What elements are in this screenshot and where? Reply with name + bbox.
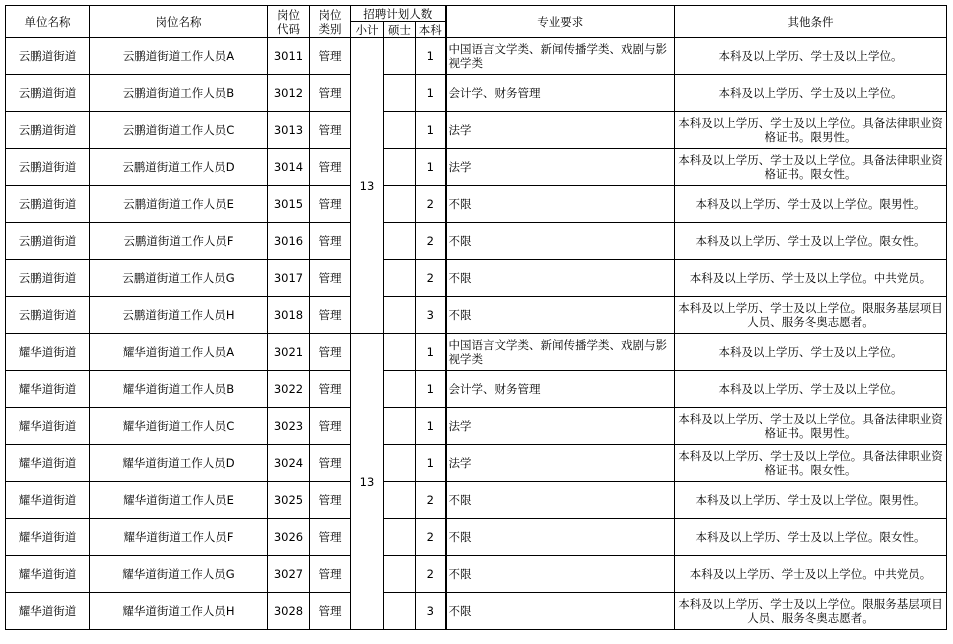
cell-major: 不限 xyxy=(446,297,675,334)
cell-master xyxy=(384,223,416,260)
cell-code: 3016 xyxy=(268,223,310,260)
cell-master xyxy=(384,408,416,445)
cell-other: 本科及以上学历、学士及以上学位。限女性。 xyxy=(675,223,947,260)
cell-post: 云鹏道街道工作人员D xyxy=(90,149,268,186)
cell-major: 法学 xyxy=(446,445,675,482)
cell-code: 3022 xyxy=(268,371,310,408)
cell-unit: 云鹏道街道 xyxy=(6,223,90,260)
cell-master xyxy=(384,482,416,519)
cell-post: 云鹏道街道工作人员B xyxy=(90,75,268,112)
cell-code: 3018 xyxy=(268,297,310,334)
cell-post: 耀华道街道工作人员B xyxy=(90,371,268,408)
cell-type: 管理 xyxy=(310,260,351,297)
cell-type: 管理 xyxy=(310,223,351,260)
cell-master xyxy=(384,112,416,149)
cell-unit: 云鹏道街道 xyxy=(6,38,90,75)
cell-major: 会计学、财务管理 xyxy=(446,371,675,408)
table-row xyxy=(6,223,947,260)
cell-master xyxy=(384,334,416,371)
header-code-text: 岗位代码 xyxy=(277,7,300,36)
cell-major: 法学 xyxy=(446,149,675,186)
cell-major: 不限 xyxy=(446,519,675,556)
cell-other: 本科及以上学历、学士及以上学位。限男性。 xyxy=(675,482,947,519)
cell-major: 不限 xyxy=(446,260,675,297)
cell-code: 3023 xyxy=(268,408,310,445)
cell-master xyxy=(384,371,416,408)
table-row xyxy=(6,75,947,112)
cell-major: 中国语言文学类、新闻传播学类、戏剧与影视学类 xyxy=(446,38,675,75)
cell-other: 本科及以上学历、学士及以上学位。具备法律职业资格证书。限男性。 xyxy=(675,112,947,149)
cell-post: 耀华道街道工作人员G xyxy=(90,556,268,593)
cell-master xyxy=(384,519,416,556)
cell-code: 3026 xyxy=(268,519,310,556)
cell-subtotal: 13 xyxy=(351,334,384,630)
header-plan: 招聘计划人数 xyxy=(351,6,446,22)
cell-post: 云鹏道街道工作人员H xyxy=(90,297,268,334)
cell-type: 管理 xyxy=(310,445,351,482)
cell-code: 3025 xyxy=(268,482,310,519)
cell-post: 耀华道街道工作人员A xyxy=(90,334,268,371)
cell-master xyxy=(384,75,416,112)
cell-other: 本科及以上学历、学士及以上学位。限女性。 xyxy=(675,519,947,556)
cell-bachelor: 2 xyxy=(416,186,446,223)
header-bachelor: 本科 xyxy=(416,22,446,38)
header-type xyxy=(310,6,351,38)
cell-type: 管理 xyxy=(310,593,351,630)
cell-unit: 云鹏道街道 xyxy=(6,186,90,223)
cell-type: 管理 xyxy=(310,149,351,186)
cell-unit: 耀华道街道 xyxy=(6,334,90,371)
cell-bachelor: 1 xyxy=(416,445,446,482)
cell-type: 管理 xyxy=(310,75,351,112)
table-row xyxy=(6,297,947,334)
cell-type: 管理 xyxy=(310,408,351,445)
table-row xyxy=(6,593,947,630)
cell-type: 管理 xyxy=(310,371,351,408)
header-unit: 单位名称 xyxy=(6,6,90,38)
cell-bachelor: 1 xyxy=(416,38,446,75)
cell-unit: 耀华道街道 xyxy=(6,371,90,408)
cell-unit: 云鹏道街道 xyxy=(6,149,90,186)
cell-major: 不限 xyxy=(446,556,675,593)
cell-bachelor: 1 xyxy=(416,112,446,149)
cell-code: 3021 xyxy=(268,334,310,371)
cell-bachelor: 2 xyxy=(416,223,446,260)
cell-type: 管理 xyxy=(310,556,351,593)
cell-post: 耀华道街道工作人员H xyxy=(90,593,268,630)
cell-master xyxy=(384,445,416,482)
header-subtotal: 小计 xyxy=(351,22,384,38)
cell-post: 云鹏道街道工作人员G xyxy=(90,260,268,297)
header-master: 硕士 xyxy=(384,22,416,38)
header-other: 其他条件 xyxy=(675,6,947,38)
cell-other: 本科及以上学历、学士及以上学位。具备法律职业资格证书。限女性。 xyxy=(675,149,947,186)
cell-type: 管理 xyxy=(310,519,351,556)
cell-other: 本科及以上学历、学士及以上学位。 xyxy=(675,371,947,408)
table-row xyxy=(6,149,947,186)
cell-bachelor: 1 xyxy=(416,149,446,186)
cell-master xyxy=(384,38,416,75)
cell-type: 管理 xyxy=(310,297,351,334)
header-major: 专业要求 xyxy=(446,6,675,38)
header-code xyxy=(268,6,310,38)
cell-unit: 云鹏道街道 xyxy=(6,297,90,334)
table-row xyxy=(6,260,947,297)
cell-bachelor: 1 xyxy=(416,334,446,371)
cell-code: 3027 xyxy=(268,556,310,593)
table-body xyxy=(6,38,947,630)
cell-major: 中国语言文学类、新闻传播学类、戏剧与影视学类 xyxy=(446,334,675,371)
table-row xyxy=(6,371,947,408)
cell-master xyxy=(384,297,416,334)
cell-major: 不限 xyxy=(446,482,675,519)
table-header xyxy=(6,6,947,38)
cell-unit: 耀华道街道 xyxy=(6,482,90,519)
cell-post: 耀华道街道工作人员F xyxy=(90,519,268,556)
table-row xyxy=(6,112,947,149)
table-row xyxy=(6,186,947,223)
cell-master xyxy=(384,149,416,186)
cell-master xyxy=(384,186,416,223)
cell-other: 本科及以上学历、学士及以上学位。中共党员。 xyxy=(675,556,947,593)
cell-code: 3013 xyxy=(268,112,310,149)
cell-bachelor: 1 xyxy=(416,75,446,112)
cell-unit: 云鹏道街道 xyxy=(6,260,90,297)
cell-code: 3014 xyxy=(268,149,310,186)
cell-other: 本科及以上学历、学士及以上学位。 xyxy=(675,38,947,75)
cell-other: 本科及以上学历、学士及以上学位。限男性。 xyxy=(675,186,947,223)
cell-type: 管理 xyxy=(310,334,351,371)
cell-bachelor: 1 xyxy=(416,371,446,408)
cell-type: 管理 xyxy=(310,186,351,223)
cell-other: 本科及以上学历、学士及以上学位。 xyxy=(675,75,947,112)
cell-code: 3028 xyxy=(268,593,310,630)
cell-unit: 耀华道街道 xyxy=(6,556,90,593)
cell-other: 本科及以上学历、学士及以上学位。具备法律职业资格证书。限女性。 xyxy=(675,445,947,482)
cell-unit: 耀华道街道 xyxy=(6,593,90,630)
table-row xyxy=(6,445,947,482)
cell-subtotal: 13 xyxy=(351,38,384,334)
cell-post: 云鹏道街道工作人员A xyxy=(90,38,268,75)
cell-bachelor: 1 xyxy=(416,408,446,445)
table-row xyxy=(6,482,947,519)
cell-unit: 云鹏道街道 xyxy=(6,75,90,112)
cell-post: 云鹏道街道工作人员C xyxy=(90,112,268,149)
cell-code: 3011 xyxy=(268,38,310,75)
cell-other: 本科及以上学历、学士及以上学位。具备法律职业资格证书。限男性。 xyxy=(675,408,947,445)
cell-major: 法学 xyxy=(446,408,675,445)
table-row xyxy=(6,334,947,371)
cell-major: 会计学、财务管理 xyxy=(446,75,675,112)
cell-master xyxy=(384,593,416,630)
table-row xyxy=(6,556,947,593)
cell-other: 本科及以上学历、学士及以上学位。中共党员。 xyxy=(675,260,947,297)
header-type-text: 岗位类别 xyxy=(318,7,342,36)
cell-type: 管理 xyxy=(310,482,351,519)
cell-unit: 耀华道街道 xyxy=(6,445,90,482)
table-row xyxy=(6,38,947,75)
cell-major: 不限 xyxy=(446,593,675,630)
cell-bachelor: 2 xyxy=(416,556,446,593)
table-row xyxy=(6,519,947,556)
cell-unit: 耀华道街道 xyxy=(6,408,90,445)
cell-master xyxy=(384,260,416,297)
cell-master xyxy=(384,556,416,593)
cell-code: 3012 xyxy=(268,75,310,112)
cell-bachelor: 2 xyxy=(416,519,446,556)
header-post: 岗位名称 xyxy=(90,6,268,38)
cell-post: 云鹏道街道工作人员F xyxy=(90,223,268,260)
cell-bachelor: 3 xyxy=(416,297,446,334)
cell-post: 耀华道街道工作人员E xyxy=(90,482,268,519)
cell-post: 耀华道街道工作人员C xyxy=(90,408,268,445)
cell-other: 本科及以上学历、学士及以上学位。限服务基层项目人员、服务冬奥志愿者。 xyxy=(675,593,947,630)
cell-bachelor: 2 xyxy=(416,260,446,297)
cell-bachelor: 2 xyxy=(416,482,446,519)
cell-unit: 耀华道街道 xyxy=(6,519,90,556)
cell-code: 3017 xyxy=(268,260,310,297)
recruitment-table xyxy=(5,5,947,630)
table-row xyxy=(6,408,947,445)
cell-unit: 云鹏道街道 xyxy=(6,112,90,149)
cell-major: 不限 xyxy=(446,186,675,223)
cell-bachelor: 3 xyxy=(416,593,446,630)
cell-other: 本科及以上学历、学士及以上学位。限服务基层项目人员、服务冬奥志愿者。 xyxy=(675,297,947,334)
cell-type: 管理 xyxy=(310,112,351,149)
cell-post: 云鹏道街道工作人员E xyxy=(90,186,268,223)
cell-major: 不限 xyxy=(446,223,675,260)
cell-post: 耀华道街道工作人员D xyxy=(90,445,268,482)
cell-major: 法学 xyxy=(446,112,675,149)
cell-code: 3015 xyxy=(268,186,310,223)
cell-other: 本科及以上学历、学士及以上学位。 xyxy=(675,334,947,371)
cell-code: 3024 xyxy=(268,445,310,482)
cell-type: 管理 xyxy=(310,38,351,75)
